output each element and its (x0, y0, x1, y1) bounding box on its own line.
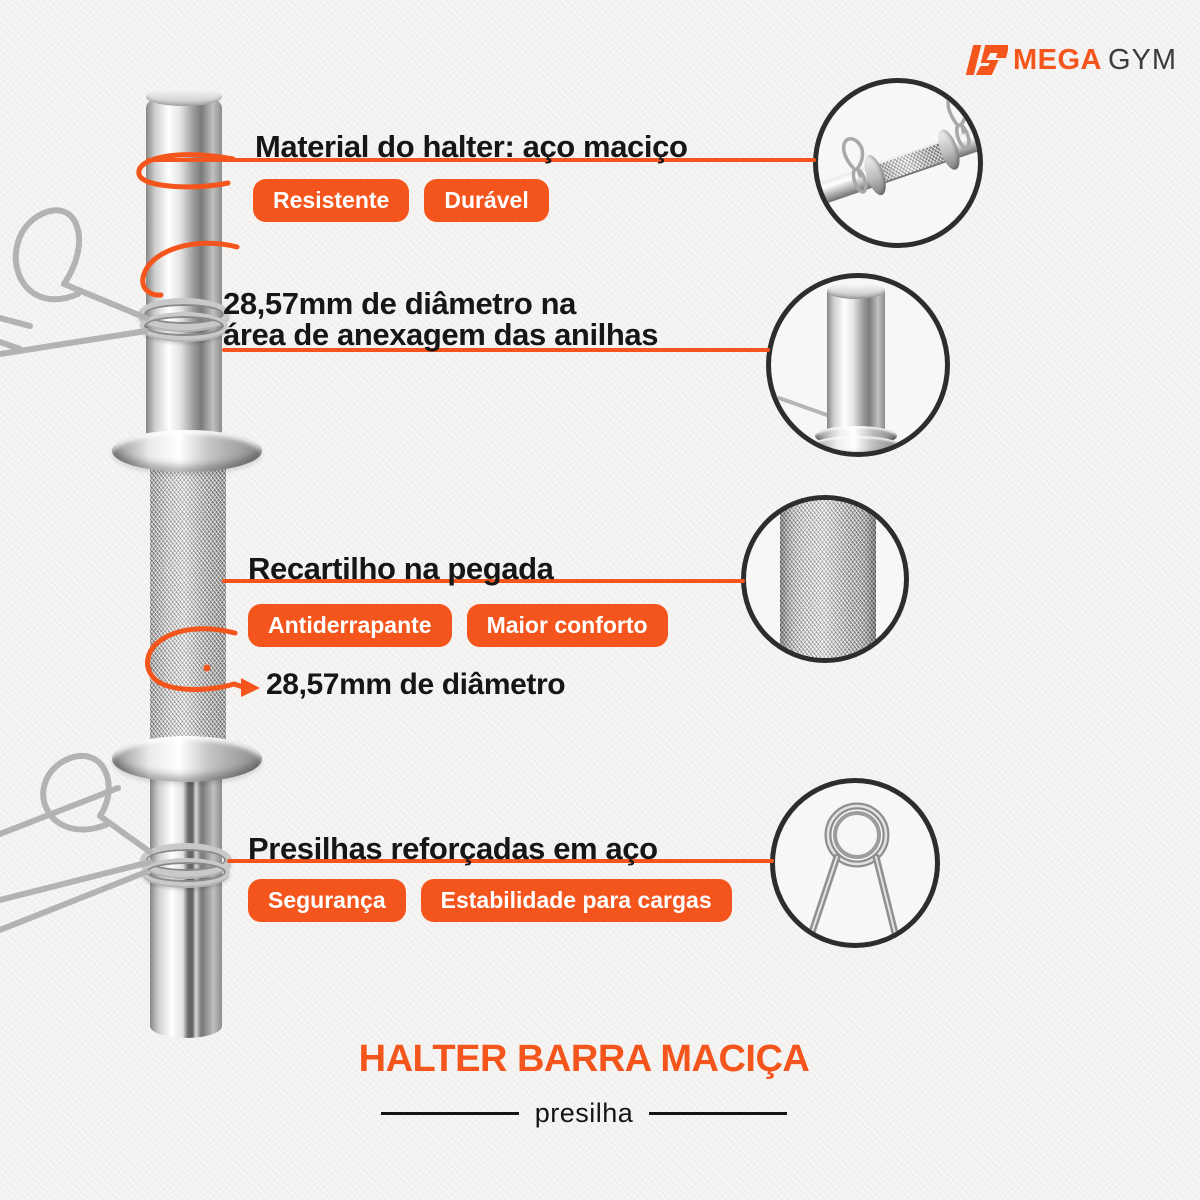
subtitle-line-right (649, 1112, 787, 1115)
callout-knurl-badges (248, 604, 668, 647)
product-title: HALTER BARRA MACIÇA (358, 1038, 810, 1080)
arrow-head (241, 678, 260, 697)
badge-estabilidade: Estabilidade para cargas (421, 879, 732, 922)
detail-circle-sleeve (766, 273, 950, 457)
sleeve-diameter-line1: 28,57mm de diâmetro na (223, 286, 577, 321)
detail-circle-knurl (741, 495, 909, 663)
badge-resistente: Resistente (253, 179, 409, 222)
brand-logo (964, 42, 1177, 78)
bar-lower-flange (112, 736, 262, 782)
product-subtitle: presilha (534, 1098, 634, 1128)
badge-duravel: Durável (424, 179, 548, 222)
sleeve-diameter-line2: área de anexagem das anilhas (223, 317, 659, 352)
subtitle-line-left (381, 1112, 519, 1115)
mini-clips-wire (813, 78, 983, 248)
badge-seguranca: Segurança (248, 879, 406, 922)
sleeve-cylinder-cap (827, 283, 885, 299)
callout-knurl-title: Recartilho na pegada (248, 551, 554, 586)
bar-top-sleeve (146, 92, 222, 436)
footer (284, 1038, 884, 1129)
callout-clips-badges (248, 879, 732, 922)
product-subtitle-row (284, 1098, 884, 1129)
sleeve-base-ring-2 (811, 436, 901, 456)
callout-clips-title: Presilhas reforçadas em aço (248, 831, 658, 866)
brand-name-gym: GYM (1108, 43, 1178, 76)
top-spring-clip-wire (0, 210, 146, 354)
bar-top-cap (146, 88, 222, 106)
bar-top-clip-ring-2 (140, 312, 228, 340)
brand-name-mega: MEGA (1013, 43, 1102, 76)
callout-material-title: Material do halter: aço maciço (255, 129, 688, 164)
bar-knurled-grip (150, 452, 226, 752)
callout-grip-diameter-title: 28,57mm de diâmetro (266, 668, 566, 701)
bottom-spring-clip-wire (0, 756, 150, 930)
bar-bottom-sleeve (150, 772, 222, 1038)
detail-circle-clip (770, 778, 940, 948)
badge-maior-conforto: Maior conforto (467, 604, 668, 647)
spring-clip-large-icon (775, 783, 935, 943)
detail-circle-full-bar (813, 78, 983, 248)
bar-bottom-clip-ring-2 (142, 858, 230, 886)
badge-antiderrapante: Antiderrapante (248, 604, 452, 647)
mini-bar-wrap (813, 78, 983, 248)
megagym-mark-icon (964, 42, 1008, 78)
callout-material-badges (253, 179, 549, 222)
knurl-texture-column (780, 496, 876, 663)
bar-upper-flange (112, 430, 262, 472)
callout-sleeve-diameter-title (223, 288, 658, 350)
